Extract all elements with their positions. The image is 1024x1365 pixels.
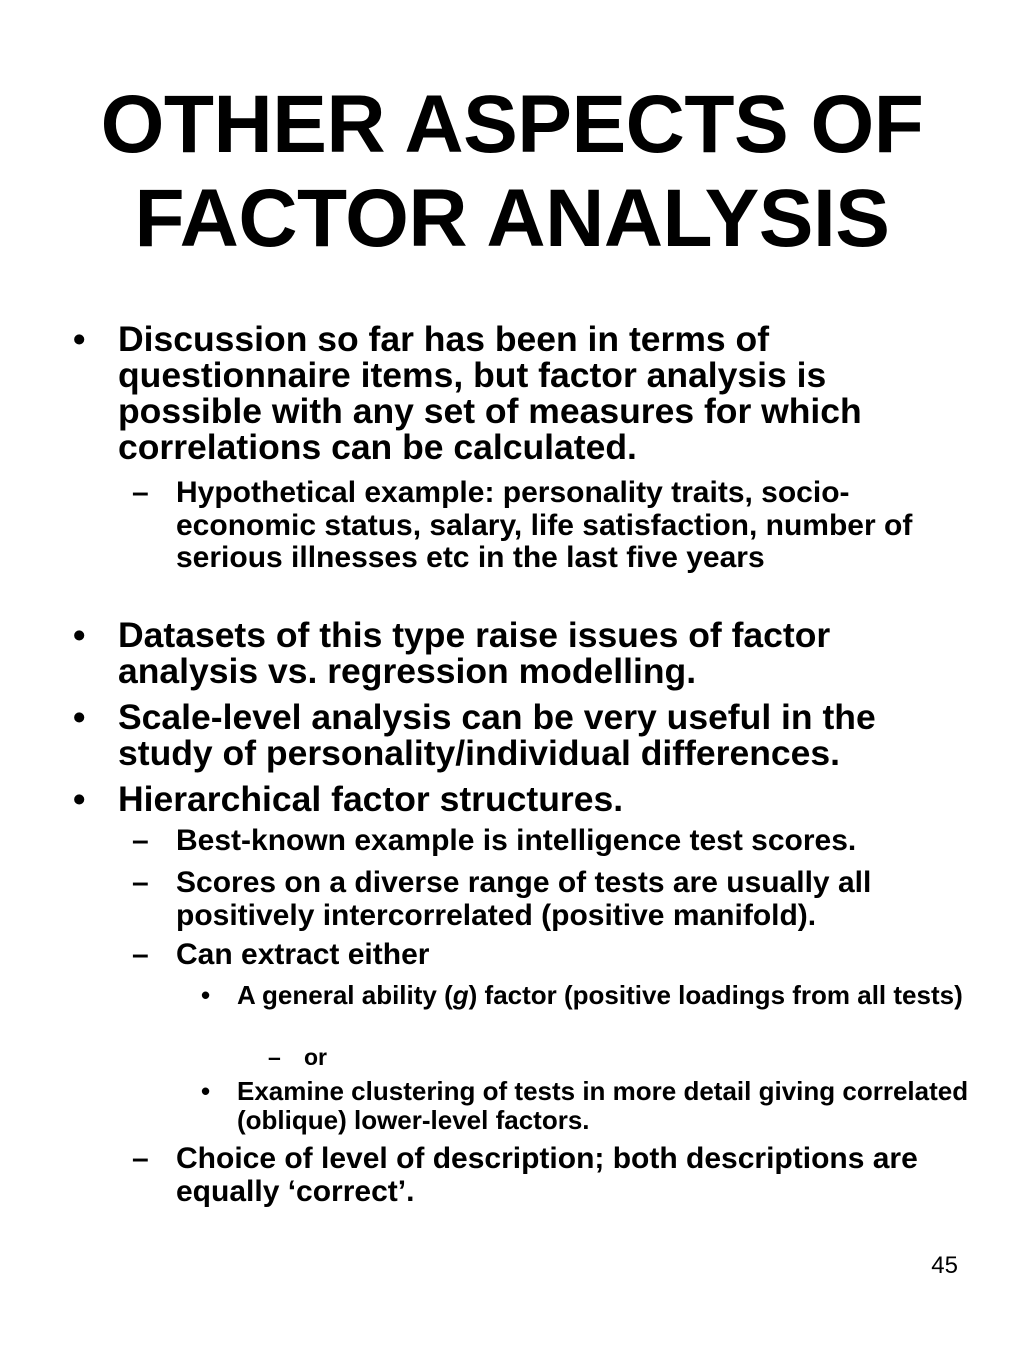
sub-sub-bullet-examine-clustering bbox=[201, 1076, 977, 1135]
bullet-marker: • bbox=[73, 615, 86, 655]
sub-bullet-best-known bbox=[132, 824, 976, 858]
sub-bullet-scores bbox=[132, 866, 976, 932]
bullet-marker: • bbox=[201, 980, 211, 1010]
dash-marker: – bbox=[132, 866, 149, 899]
sub-bullet-can-extract bbox=[132, 938, 976, 972]
sub-bullet-text: Scores on a diverse range of tests are usually all positively intercorrelated (positive manifold). bbox=[176, 866, 872, 932]
dash-marker: – bbox=[268, 1044, 281, 1070]
bullet-scale-level bbox=[73, 697, 968, 773]
sub-bullet-text: Can extract either bbox=[176, 938, 430, 971]
sub-sub-bullet-text-end: ) factor (positive loadings from all tests) bbox=[468, 980, 963, 1010]
slide-title-line-1: OTHER ASPECTS OF bbox=[100, 79, 924, 170]
bullet-text: Scale-level analysis can be very useful in the study of personality/individual differences. bbox=[118, 697, 876, 773]
sub-bullet-choice-of-level bbox=[132, 1142, 976, 1208]
slide-title-line-2: FACTOR ANALYSIS bbox=[134, 173, 890, 264]
sub-bullet-text: Best-known example is intelligence test scores. bbox=[176, 824, 857, 857]
dash-marker: – bbox=[132, 938, 149, 971]
sub-sub-bullet-general-ability bbox=[201, 980, 977, 1010]
sub-sub-bullet-text: Examine clustering of tests in more detail giving correlated (oblique) lower-level factors. bbox=[237, 1076, 969, 1135]
sub-sub-bullet-text-start: A general ability ( bbox=[237, 980, 453, 1010]
dash-marker: – bbox=[132, 1142, 149, 1175]
bullet-marker: • bbox=[73, 779, 86, 819]
bullet-marker: • bbox=[73, 697, 86, 737]
bullet-discussion bbox=[73, 319, 968, 467]
bullet-marker: • bbox=[73, 319, 86, 359]
or-item bbox=[268, 1044, 904, 1070]
dash-marker: – bbox=[132, 476, 149, 509]
g-factor-symbol: g bbox=[452, 980, 469, 1010]
bullet-marker: • bbox=[201, 1076, 211, 1106]
bullet-text: Discussion so far has been in terms of questionnaire items, but factor analysis is possible with any set of measures for which correlations can be calculated. bbox=[118, 319, 862, 467]
sub-bullet-text: Hypothetical example: personality traits, socio-economic status, salary, life satisfaction, number of serious illnesses etc in the last five years bbox=[176, 476, 913, 574]
bullet-datasets bbox=[73, 615, 968, 691]
bullet-text: Hierarchical factor structures. bbox=[118, 779, 624, 819]
or-text: or bbox=[304, 1044, 327, 1070]
bullet-hierarchical bbox=[73, 779, 968, 819]
dash-marker: – bbox=[132, 824, 149, 857]
page-number: 45 bbox=[931, 1252, 958, 1279]
sub-bullet-text: Choice of level of description; both descriptions are equally ‘correct’. bbox=[176, 1142, 918, 1208]
sub-bullet-hypothetical-example bbox=[132, 476, 976, 575]
bullet-text: Datasets of this type raise issues of factor analysis vs. regression modelling. bbox=[118, 615, 831, 691]
